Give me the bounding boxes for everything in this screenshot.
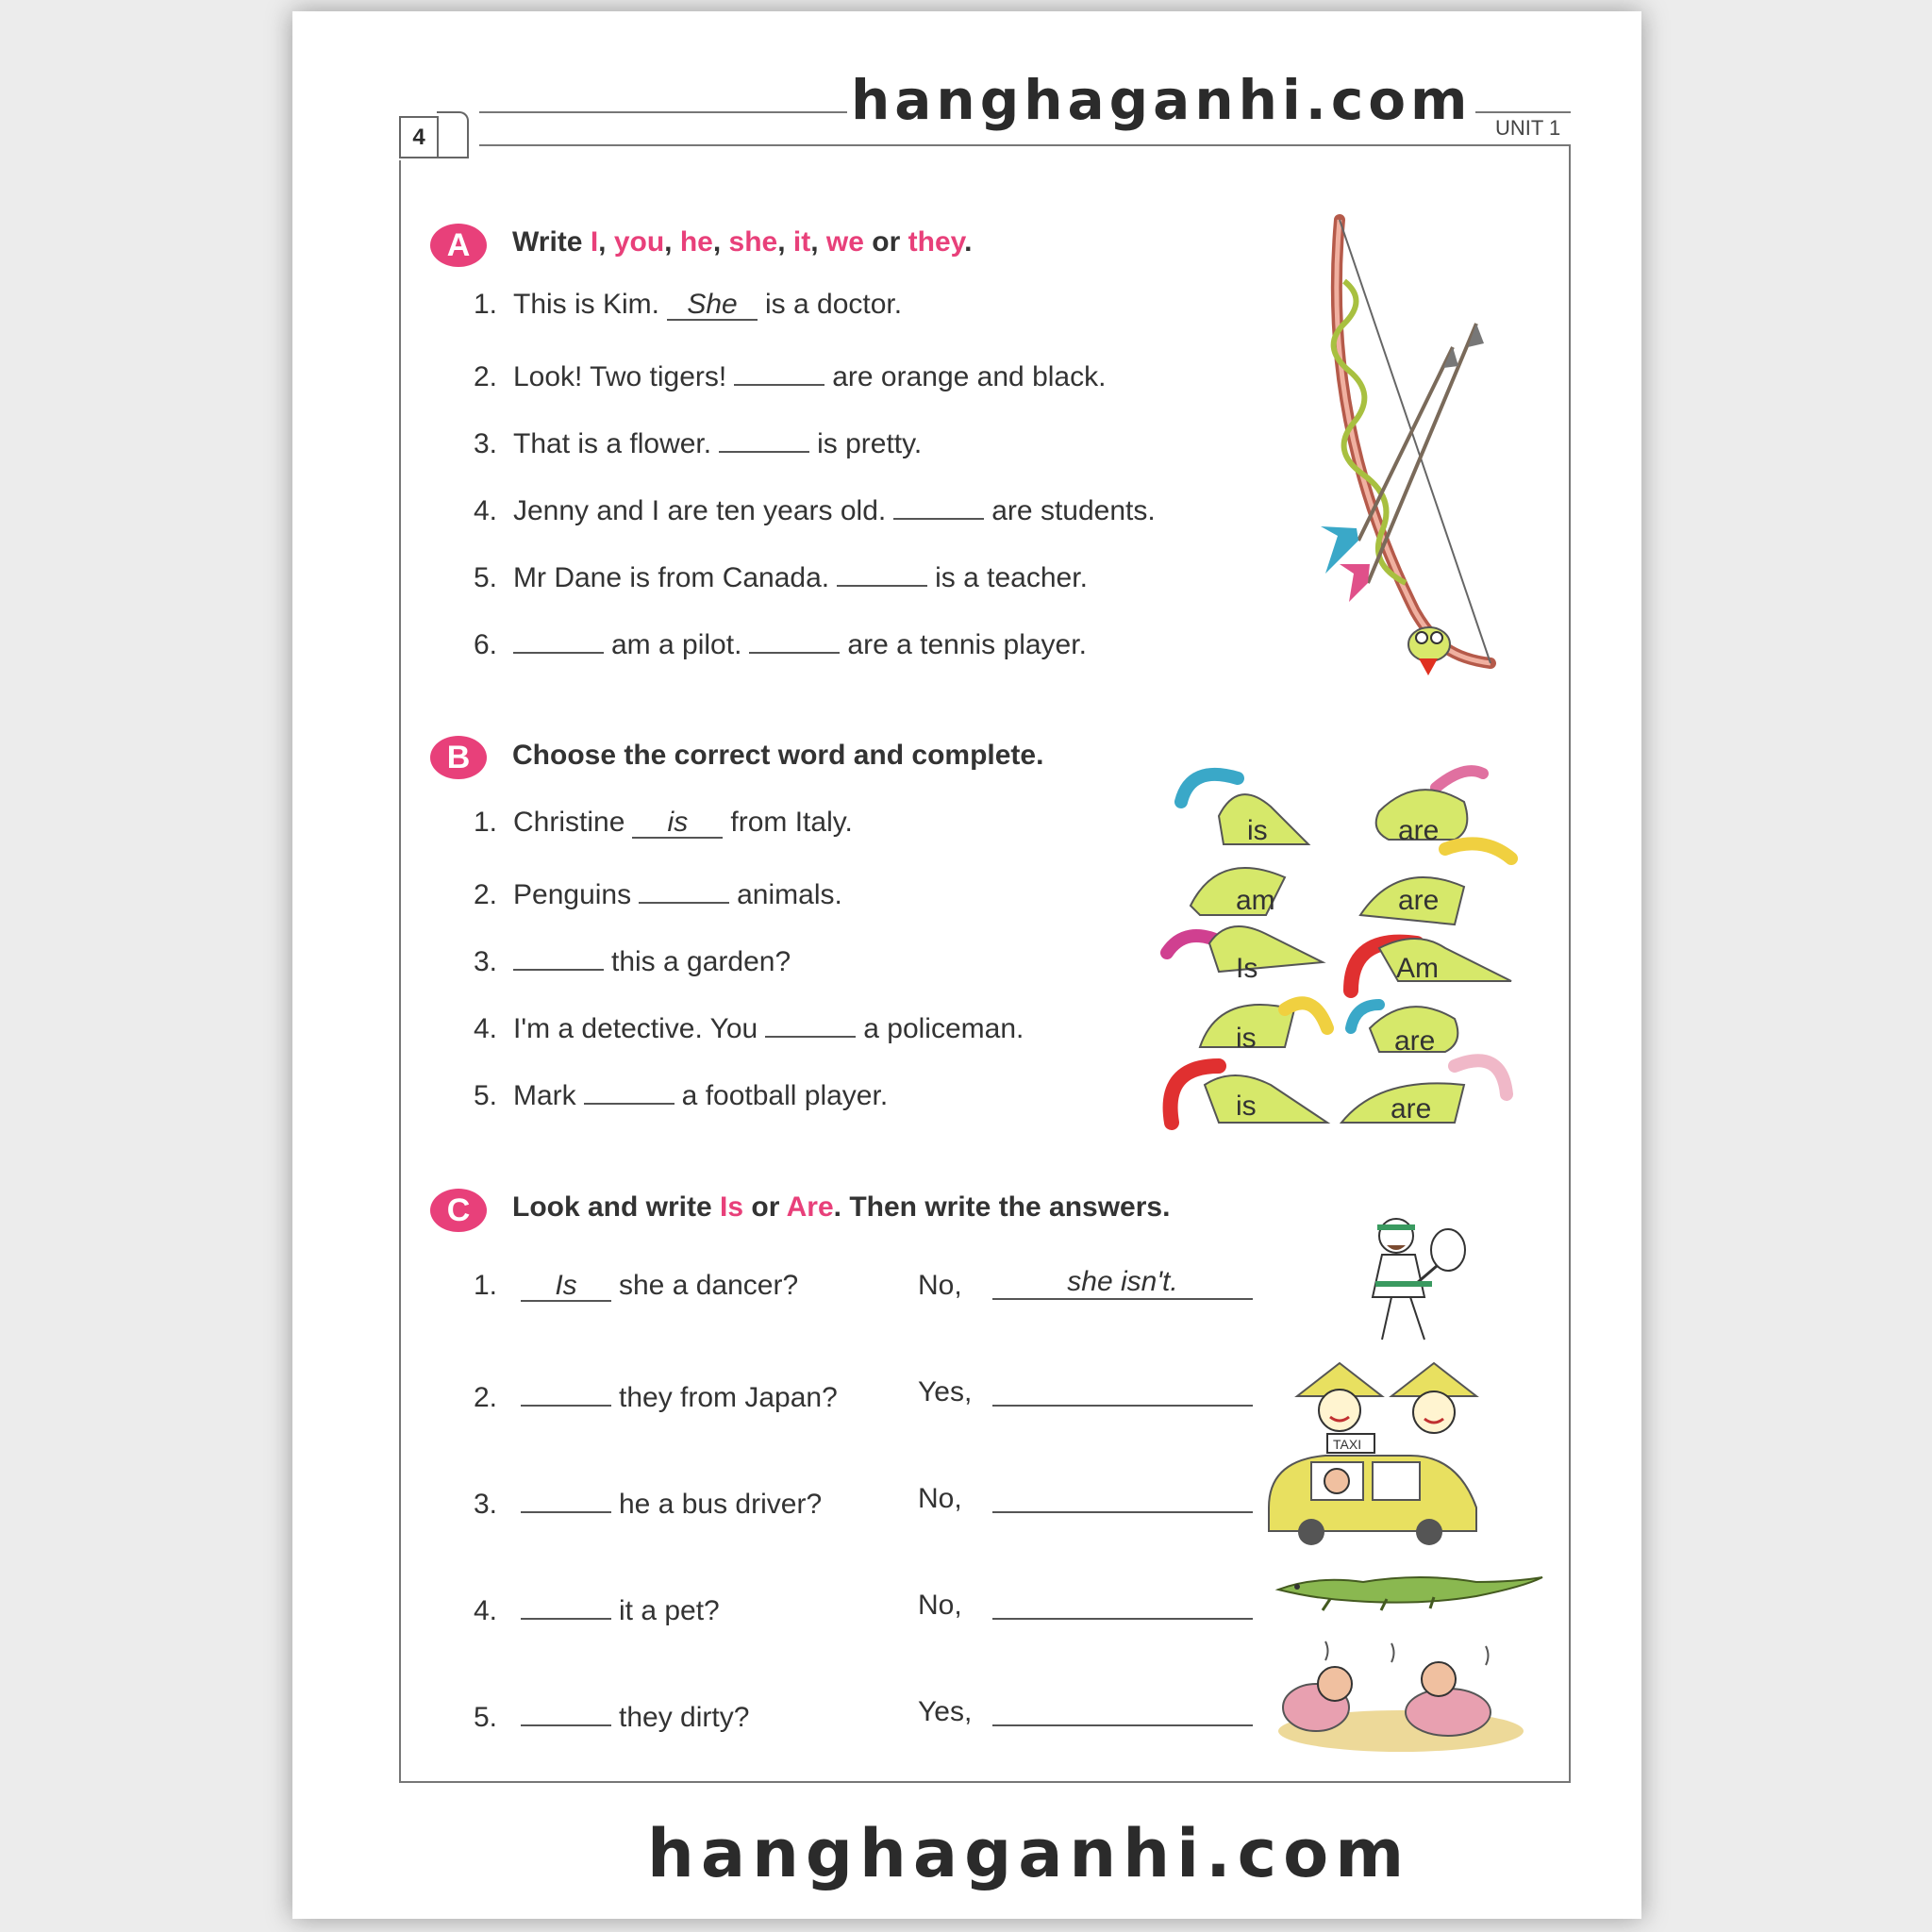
- section-c-question: 4. it a pet?: [474, 1590, 720, 1627]
- answer-line[interactable]: [992, 1479, 1253, 1513]
- answer-line[interactable]: [992, 1692, 1253, 1726]
- bow-and-arrows-illustration: [1302, 215, 1519, 687]
- japanese-kids-illustration: [1292, 1358, 1481, 1443]
- crocodile-illustration: [1274, 1566, 1547, 1613]
- answer-blank[interactable]: [513, 941, 604, 971]
- section-a-item: 5. Mr Dane is from Canada. is a teacher.: [474, 557, 1088, 594]
- hat-word: Am: [1396, 953, 1439, 984]
- answer-blank[interactable]: [719, 423, 809, 453]
- taxi-sign: TAXI: [1333, 1437, 1362, 1452]
- hat-word: is: [1247, 815, 1268, 846]
- hat-left-5: [1171, 1066, 1327, 1123]
- answer-blank[interactable]: [734, 356, 824, 386]
- unit-label: UNIT 1: [1495, 116, 1561, 140]
- answer-line[interactable]: she isn't.: [992, 1266, 1253, 1300]
- hat-word: are: [1398, 815, 1440, 846]
- answer-blank[interactable]: She: [667, 291, 758, 321]
- section-a-item: 1. This is Kim. She is a doctor.: [474, 289, 903, 320]
- answer-blank[interactable]: [521, 1696, 611, 1726]
- hat-left-4: [1200, 1003, 1327, 1054]
- taxi-illustration: [1259, 1432, 1486, 1545]
- answer-blank[interactable]: [639, 874, 729, 904]
- answer-blank[interactable]: [521, 1376, 611, 1407]
- section-b-item: 2. Penguins animals.: [474, 874, 842, 911]
- section-b-item: 5. Mark a football player.: [474, 1074, 888, 1112]
- hat-right-1: [1376, 771, 1483, 846]
- section-c-badge: C: [430, 1189, 487, 1232]
- frame-left-rule: [399, 160, 401, 1783]
- answer-blank[interactable]: [521, 1483, 611, 1513]
- answer-blank[interactable]: [765, 1008, 856, 1038]
- hat-right-2: [1360, 843, 1511, 924]
- hat-left-2: [1191, 868, 1285, 916]
- frame-bottom-rule: [399, 1781, 1571, 1783]
- hat-word: are: [1398, 885, 1440, 916]
- answer-blank[interactable]: [513, 624, 604, 654]
- yes-no-label: No,: [918, 1590, 962, 1621]
- watermark-top: hanghaganhi.com: [847, 68, 1475, 132]
- answer-line[interactable]: [992, 1586, 1253, 1620]
- frame-right-rule: [1569, 144, 1571, 1783]
- answer-blank[interactable]: [749, 624, 840, 654]
- section-c-question: 2. they from Japan?: [474, 1376, 838, 1414]
- answer-blank[interactable]: [521, 1590, 611, 1620]
- hat-right-5: [1341, 1060, 1507, 1124]
- yes-no-label: No,: [918, 1483, 962, 1514]
- section-a-badge: A: [430, 224, 487, 267]
- hat-word: is: [1236, 1091, 1257, 1122]
- section-a-item: 3. That is a flower. is pretty.: [474, 423, 922, 460]
- frame-top-rule-inner: [479, 144, 1571, 146]
- page-number: 4: [399, 116, 439, 158]
- section-a-item: 6. am a pilot. are a tennis player.: [474, 624, 1087, 661]
- answer-blank[interactable]: [584, 1074, 675, 1105]
- section-c-question: 1. Is she a dancer?: [474, 1270, 799, 1301]
- hat-left-1: [1181, 774, 1308, 846]
- yes-no-label: No,: [918, 1270, 962, 1301]
- yes-no-label: Yes,: [918, 1696, 973, 1727]
- answer-blank[interactable]: [893, 490, 984, 520]
- watermark-bottom: hanghaganhi.com: [647, 1815, 1411, 1892]
- section-c-question: 5. they dirty?: [474, 1696, 749, 1734]
- section-a-item: 2. Look! Two tigers! are orange and black.: [474, 356, 1106, 393]
- hat-word: Is: [1236, 953, 1258, 984]
- section-a-heading: Write I, you, he, she, it, we or they.: [512, 226, 973, 258]
- answer-blank[interactable]: is: [632, 808, 723, 839]
- hat-word: are: [1391, 1093, 1432, 1124]
- section-b-badge: B: [430, 736, 487, 779]
- answer-blank[interactable]: Is: [521, 1272, 611, 1302]
- section-c-question: 3. he a bus driver?: [474, 1483, 822, 1521]
- hat-left-3: [1167, 926, 1323, 984]
- section-c-heading: Look and write Is or Are. Then write the answers.: [512, 1191, 1171, 1223]
- hat-right-4: [1351, 1005, 1457, 1057]
- section-a-item: 4. Jenny and I are ten years old. are students.: [474, 490, 1156, 527]
- answer-line[interactable]: [992, 1373, 1253, 1407]
- page-corner-icon: [437, 111, 469, 158]
- answer-blank[interactable]: [837, 557, 927, 587]
- section-b-heading: Choose the correct word and complete.: [512, 740, 1044, 771]
- hat-word: am: [1236, 885, 1275, 916]
- tennis-player-illustration: [1340, 1208, 1481, 1349]
- hat-word: is: [1236, 1023, 1257, 1054]
- dirty-kids-illustration: [1269, 1632, 1533, 1755]
- hat-right-3: [1351, 939, 1511, 991]
- yes-no-label: Yes,: [918, 1376, 973, 1407]
- section-b-item: 4. I'm a detective. You a policeman.: [474, 1008, 1024, 1045]
- word-hats-illustration: [1153, 745, 1530, 1123]
- hat-word: are: [1394, 1025, 1436, 1057]
- section-b-item: 1. Christine is from Italy.: [474, 807, 853, 838]
- section-b-item: 3. this a garden?: [474, 941, 791, 978]
